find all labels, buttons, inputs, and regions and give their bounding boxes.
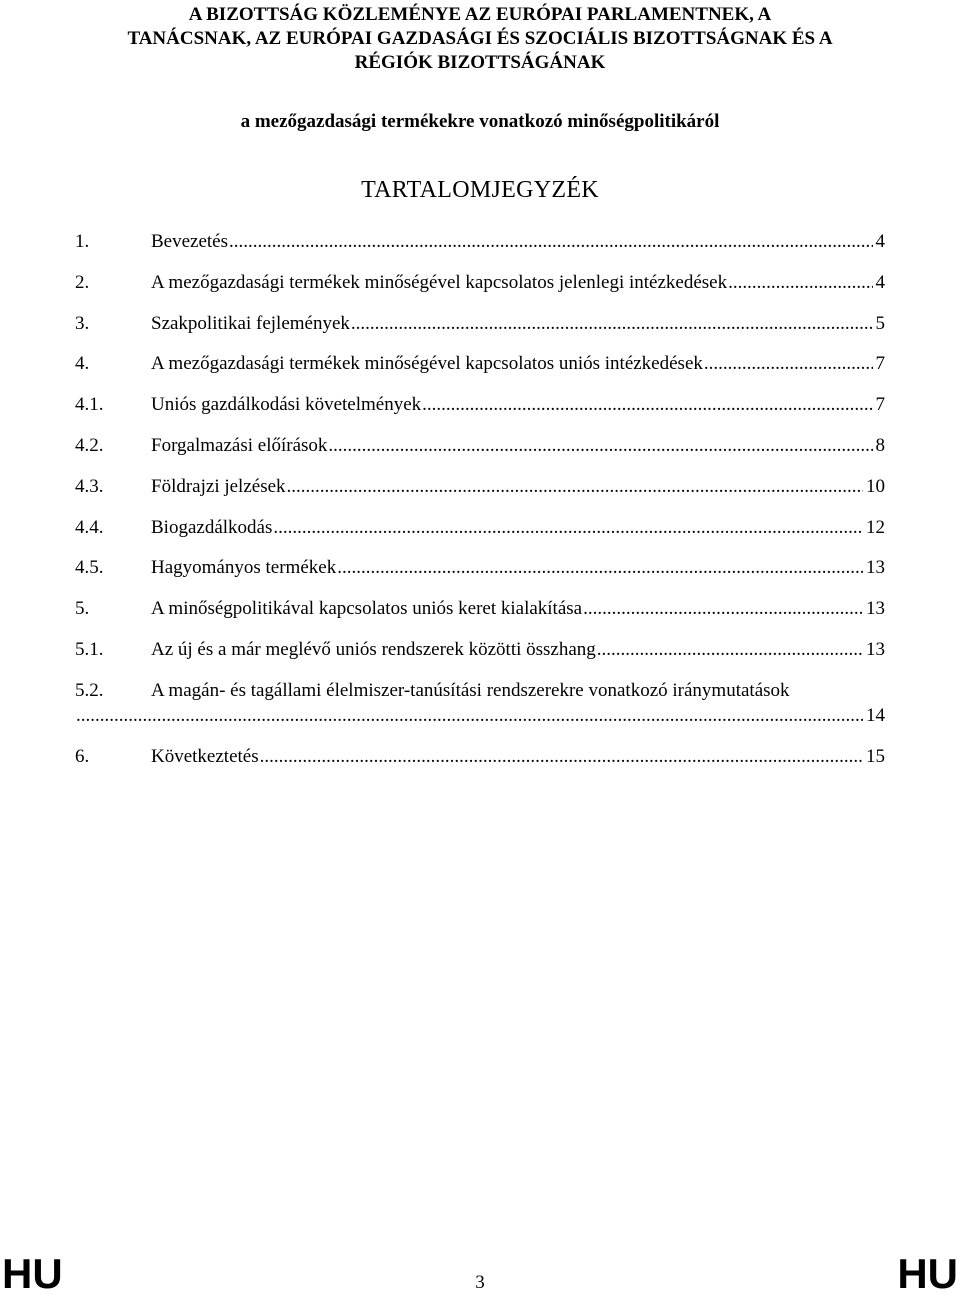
toc-leader-dots [229,230,872,254]
toc-entry-title: A mezőgazdasági termékek minőségével kapcsolatos uniós intézkedések [151,353,703,375]
toc-entry-number: 4.5. [75,557,104,579]
toc-entry-title: Hagyományos termékek [151,557,337,579]
toc-entry-title: A magán- és tagállami élelmiszer-tanúsítási rendszerekre vonatkozó iránymutatások [151,679,790,701]
toc-entry[interactable] [75,312,885,353]
toc-leader-dots [273,516,863,540]
toc-entry-page: 15 [866,745,885,767]
title-line: RÉGIÓK BIZOTTSÁGÁNAK [354,52,606,73]
toc-entry[interactable] [75,745,885,786]
toc-leader-dots [422,393,872,417]
toc-entry-number: 6. [75,745,90,767]
toc-entry[interactable] [75,475,885,516]
toc-entry-title: Következtetés [151,745,259,767]
toc-entry-title: Az új és a már meglévő uniós rendszerek közötti összhang [151,638,596,660]
toc-leader-dots [351,312,873,336]
toc-entry-page: 4 [875,271,885,293]
title-line: TANÁCSNAK, AZ EURÓPAI GAZDASÁGI ÉS SZOCIÁLIS BIZOTTSÁGNAK ÉS A [127,28,833,49]
toc-entry-page: 4 [875,231,885,252]
toc-entry-page: 7 [875,394,885,416]
toc-leader-dots [76,704,863,728]
toc-leader-dots [337,556,863,580]
toc-entry-page: 8 [875,434,885,456]
toc-entry-title: Uniós gazdálkodási követelmények [151,394,422,416]
toc-entry-title: Forgalmazási előírások [151,434,328,456]
title-line: A BIZOTTSÁG KÖZLEMÉNYE AZ EURÓPAI PARLAMENTNEK, A [188,4,772,25]
toc-entry-title: Biogazdálkodás [151,516,273,538]
toc-entry-title: Földrajzi jelzések [151,475,286,497]
toc-entry-number: 4.1. [75,394,104,416]
toc-entry-title: A mezőgazdasági termékek minőségével kapcsolatos jelenlegi intézkedések [151,271,728,293]
toc-entry-title: Szakpolitikai fejlemények [151,312,350,334]
toc-entry[interactable] [75,271,885,312]
toc-entry-number: 5.2. [75,679,104,701]
toc-entry[interactable] [75,230,885,271]
toc-entry-number: 4.4. [75,516,104,538]
toc-entry[interactable] [75,638,885,679]
footer-language-code-left: HU [2,1250,63,1297]
toc-entry-number: 4. [75,353,90,375]
toc-entry-page: 7 [875,353,885,375]
toc-entry[interactable] [75,679,885,745]
toc-entry-page: 5 [875,312,885,334]
toc-entry-number: 2. [75,271,90,293]
toc-entry-page: 13 [866,598,885,620]
toc-entry-number: 5.1. [75,638,104,660]
document-title [0,3,960,75]
table-of-contents [75,230,885,786]
toc-entry-page: 13 [866,638,885,660]
footer-language-code-right: HU [897,1250,958,1297]
toc-entry-number: 4.2. [75,434,104,456]
toc-entry-page: 12 [866,516,885,538]
document-subtitle: a mezőgazdasági termékekre vonatkozó minőségpolitikáról [240,111,720,132]
toc-entry[interactable] [75,393,885,434]
toc-entry-title: Bevezetés [151,231,229,252]
toc-entry[interactable] [75,516,885,557]
footer-page-number: 3 [475,1272,485,1293]
toc-entry-number: 3. [75,312,90,334]
toc-entry[interactable] [75,352,885,393]
toc-entry[interactable] [75,556,885,597]
toc-leader-dots [328,434,872,458]
toc-leader-dots [597,638,863,662]
toc-entry-page: 10 [866,475,885,497]
toc-entry[interactable] [75,597,885,638]
toc-entry-page: 14 [866,704,885,726]
toc-entry-title: A minőségpolitikával kapcsolatos uniós keret kialakítása [151,598,583,620]
toc-leader-dots [704,352,873,376]
toc-entry[interactable] [75,434,885,475]
toc-leader-dots [583,597,863,621]
toc-entry-number: 1. [75,231,90,252]
toc-heading: TARTALOMJEGYZÉK [361,177,599,203]
toc-leader-dots [728,271,872,295]
toc-leader-dots [260,745,863,769]
toc-entry-number: 5. [75,598,90,620]
toc-entry-number: 4.3. [75,475,104,497]
toc-entry-page: 13 [866,557,885,579]
toc-leader-dots [287,475,863,499]
